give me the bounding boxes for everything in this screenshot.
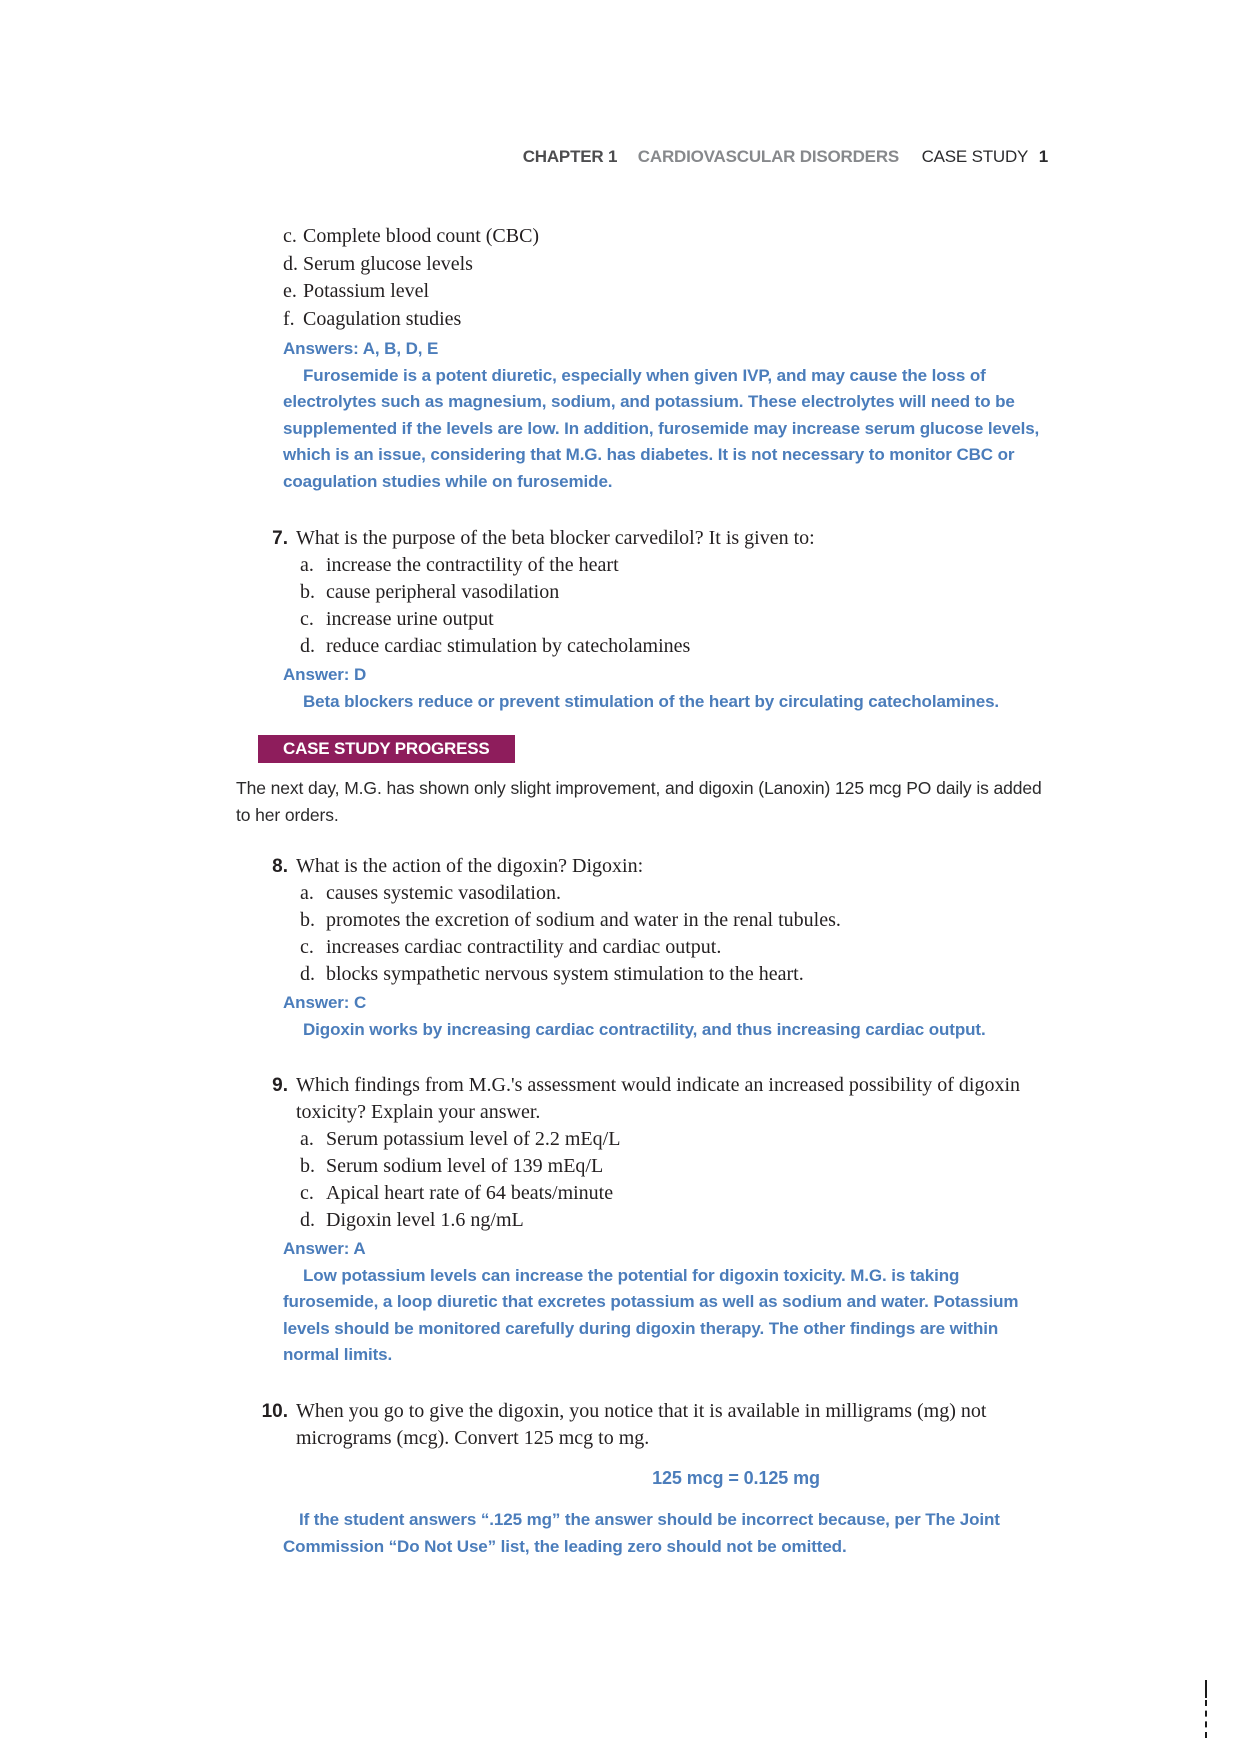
option-row — [296, 1126, 1046, 1153]
option-letter: d. — [300, 635, 315, 658]
option-letter: d. — [283, 252, 298, 275]
option-text: Complete blood count (CBC) — [303, 225, 540, 247]
question-9 — [236, 1072, 1048, 1369]
option-text: causes systemic vasodilation. — [326, 882, 561, 905]
running-head — [236, 147, 1048, 167]
option-letter: a. — [300, 1127, 314, 1150]
option-text: Potassium level — [303, 280, 430, 302]
option-letter: b. — [300, 581, 315, 604]
question-body — [283, 1072, 1046, 1369]
section-label: CARDIOVASCULAR DISORDERS — [637, 147, 900, 166]
option-row — [296, 1207, 1046, 1234]
option-text: reduce cardiac stimulation by catecholamines — [326, 635, 691, 658]
question-body — [283, 1398, 1046, 1560]
option-row — [296, 934, 1046, 961]
option-text: increases cardiac contractility and cardiac output. — [326, 936, 722, 959]
option-text: promotes the excretion of sodium and water in the renal tubules. — [326, 909, 841, 932]
answer-label: Answers: A, B, D, E — [283, 339, 439, 358]
question-number: 9. — [272, 1074, 288, 1096]
option-letter: c. — [300, 1181, 314, 1204]
answer-label: Answer: A — [283, 1238, 366, 1258]
case-study-number: 1 — [1038, 147, 1048, 166]
option-text: Coagulation studies — [303, 307, 462, 330]
answer-explanation: Beta blockers reduce or prevent stimulation of the heart by circulating catecholamines. — [303, 692, 1000, 712]
option-letter: f. — [283, 307, 295, 330]
option-text: blocks sympathetic nervous system stimulation to the heart. — [326, 963, 804, 986]
option-letter: a. — [300, 554, 314, 577]
option-row — [296, 1180, 1046, 1207]
option-text: increase the contractility of the heart — [326, 554, 619, 577]
answer-explanation: Low potassium levels can increase the potential for digoxin toxicity. M.G. is taking furosemide, a loop diuretic that excretes potassium as well as sodium and water. Potassium levels should be monitored carefully during digoxin therapy. The other findings are within normal limits. — [283, 1265, 1019, 1365]
option-text: Apical heart rate of 64 beats/minute — [326, 1181, 614, 1204]
progress-paragraph: The next day, M.G. has shown only slight improvement, and digoxin (Lanoxin) 125 mcg PO daily is added to her orders. — [236, 778, 1042, 826]
question-10 — [236, 1398, 1048, 1560]
option-text: Serum potassium level of 2.2 mEq/L — [326, 1127, 621, 1150]
trim-mark — [1205, 1680, 1207, 1738]
option-letter: d. — [300, 963, 315, 986]
answer-explanation: Furosemide is a potent diuretic, especially when given IVP, and may cause the loss of electrolytes such as magnesium, sodium, and potassium. These electrolytes will need to be supplemented if the levels are low. In addition, furosemide may increase serum glucose levels, which is an issue, considering that M.G. has diabetes. It is not necessary to monitor CBC or coagulation studies while on furosemide. — [283, 366, 1040, 491]
instructor-note: If the student answers “.125 mg” the answer should be incorrect because, per The Joint Commission “Do Not Use” list, the leading zero should not be omitted. — [283, 1510, 1000, 1557]
trim-mark-dashed — [1205, 1700, 1207, 1738]
option-text: increase urine output — [326, 608, 494, 631]
option-row — [283, 251, 1048, 279]
question-number: 7. — [272, 528, 288, 550]
option-text: Digoxin level 1.6 ng/mL — [326, 1208, 524, 1231]
option-row — [296, 961, 1046, 988]
option-letter: d. — [300, 1208, 315, 1231]
option-row — [283, 223, 1048, 251]
option-row — [296, 633, 1046, 660]
option-text: Serum glucose levels — [303, 252, 473, 275]
option-row — [296, 907, 1046, 934]
question-text: Which findings from M.G.'s assessment would indicate an increased possibility of digoxin toxicity? Explain your answer. — [296, 1073, 1021, 1123]
question-body — [283, 525, 1046, 715]
question-text: When you go to give the digoxin, you notice that it is available in milligrams (mg) not micrograms (mcg). Convert 125 mcg to mg. — [296, 1400, 987, 1450]
option-row — [283, 278, 1048, 306]
option-row — [296, 552, 1046, 579]
option-row — [283, 306, 1048, 334]
question-number: 8. — [272, 856, 288, 878]
option-letter: c. — [300, 608, 314, 631]
option-letter: e. — [283, 280, 297, 302]
question-text: What is the action of the digoxin? Digoxin: — [296, 855, 644, 878]
option-letter: b. — [300, 909, 315, 932]
case-study-progress-banner: CASE STUDY PROGRESS — [258, 735, 515, 763]
question-body — [283, 853, 1046, 1043]
option-letter: c. — [300, 936, 314, 959]
option-row — [296, 606, 1046, 633]
option-row — [296, 1153, 1046, 1180]
option-letter: a. — [300, 882, 314, 905]
question-number: 10. — [261, 1401, 288, 1423]
option-text: cause peripheral vasodilation — [326, 581, 560, 604]
trim-mark-solid — [1205, 1680, 1207, 1698]
chapter-label: CHAPTER 1 — [522, 147, 618, 166]
option-letter: c. — [283, 225, 297, 247]
option-text: Serum sodium level of 139 mEq/L — [326, 1154, 604, 1177]
case-study-label: CASE STUDY — [921, 147, 1029, 166]
answer-explanation: Digoxin works by increasing cardiac contractility, and thus increasing cardiac output. — [303, 1020, 986, 1040]
conversion-equation: 125 mcg = 0.125 mg — [652, 1468, 820, 1489]
question-7 — [236, 525, 1048, 715]
option-row — [296, 880, 1046, 907]
answer-label: Answer: C — [283, 993, 367, 1013]
page-content — [236, 0, 1048, 1560]
answer-label: Answer: D — [283, 665, 367, 685]
option-row — [296, 579, 1046, 606]
option-letter: b. — [300, 1154, 315, 1177]
question-text: What is the purpose of the beta blocker carvedilol? It is given to: — [296, 527, 815, 550]
carryover-option-list — [236, 223, 1048, 333]
question-8 — [236, 853, 1048, 1043]
